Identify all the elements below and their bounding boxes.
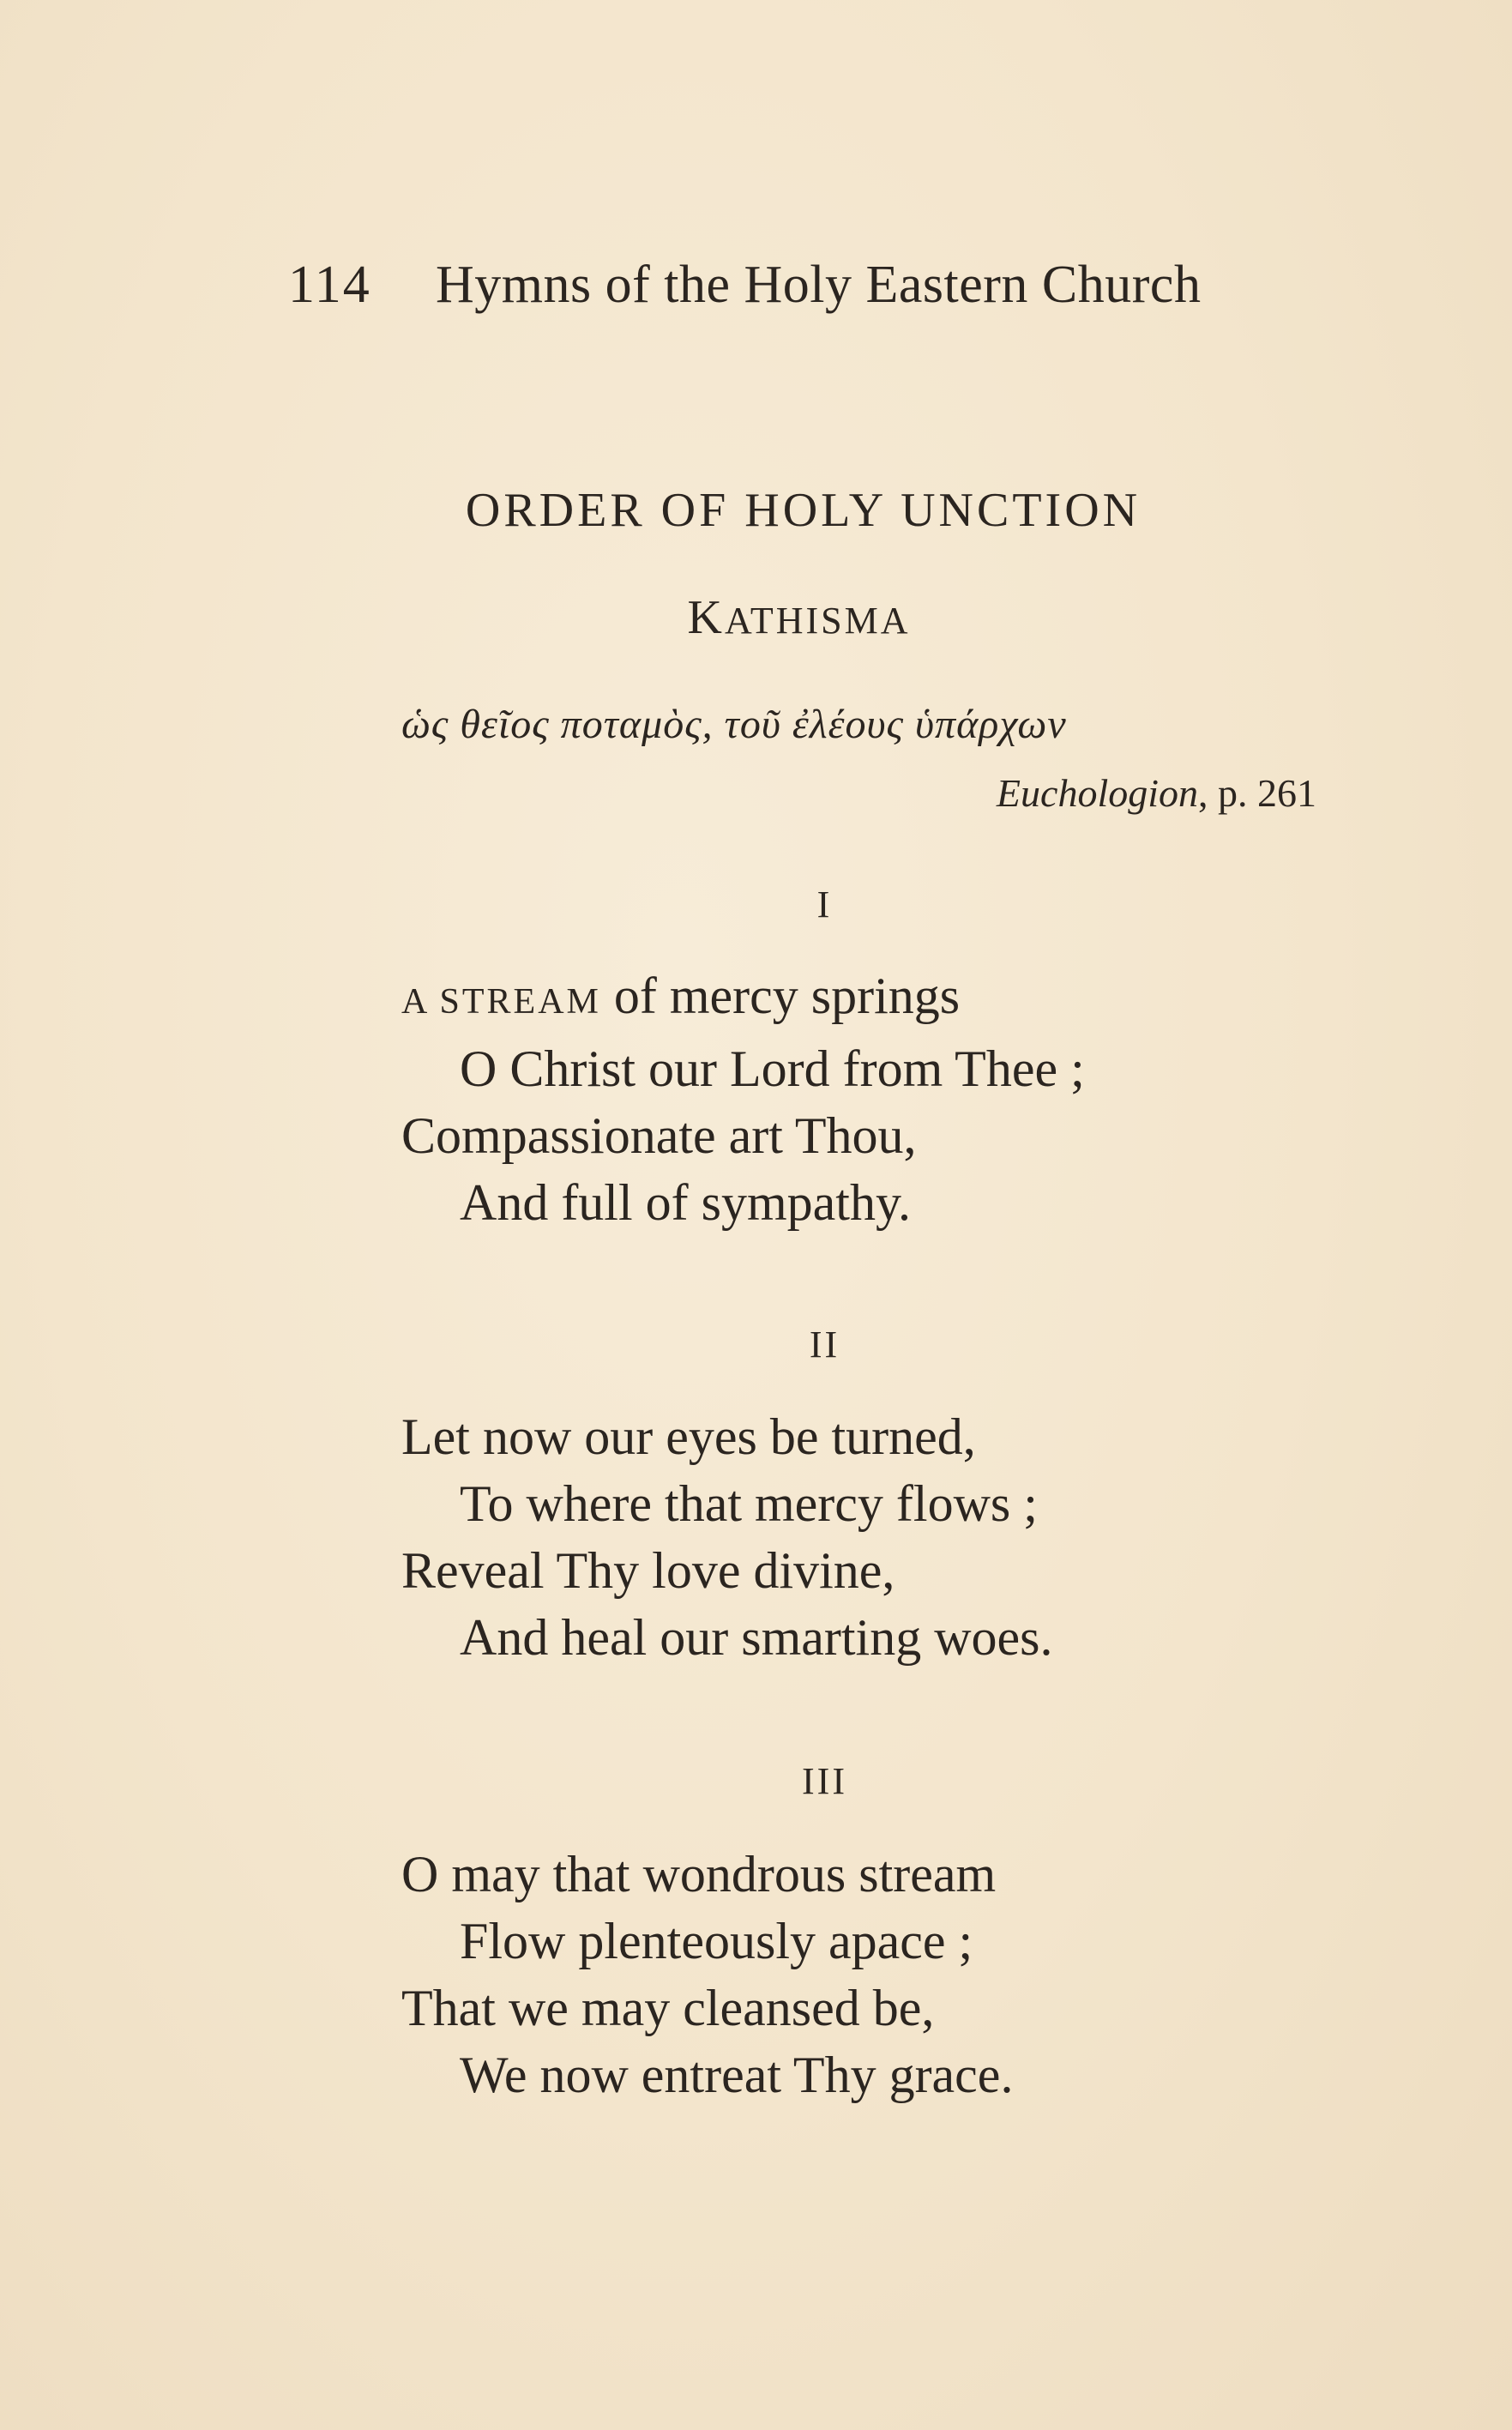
page-number: 114 xyxy=(288,256,371,314)
stanza xyxy=(401,962,1085,1236)
verse-opening-rest: of mercy springs xyxy=(600,968,961,1024)
source-page: , p. 261 xyxy=(1198,771,1316,815)
verse-line: Flow plenteously apace ; xyxy=(460,1913,973,1969)
verse-line: O Christ our Lord from Thee ; xyxy=(460,1040,1085,1097)
stanza-number: I xyxy=(816,883,833,926)
verse-line: And full of sympathy. xyxy=(460,1174,912,1231)
epigraph-source xyxy=(997,763,1316,823)
hymn-title-rest: ATHISMA xyxy=(724,600,911,642)
verse-line: To where that mercy flows ; xyxy=(460,1475,1038,1532)
greek-epigraph: ὡς θεῖος ποταμὸς, τοῦ ἐλέους ὑπάρχων xyxy=(401,702,1067,747)
verse-opening-smallcaps: A STREAM xyxy=(401,982,601,1022)
hymn-title xyxy=(0,588,1512,651)
running-title: Hymns of the Holy Eastern Church xyxy=(436,256,1202,314)
section-title: ORDER OF HOLY UNCTION xyxy=(465,484,1142,537)
verse-line: And heal our smarting woes. xyxy=(460,1609,1053,1666)
verse-line xyxy=(401,962,1085,1035)
source-title: Euchologion xyxy=(996,771,1198,815)
verse-line: O may that wondrous stream xyxy=(401,1846,997,1902)
hymn-title-initial: K xyxy=(687,591,725,644)
verse-line: We now entreat Thy grace. xyxy=(460,2047,1014,2103)
running-head xyxy=(288,250,1326,319)
stanza-number: II xyxy=(809,1324,840,1366)
stanza xyxy=(401,1403,1053,1671)
stanza-number: III xyxy=(802,1760,847,1802)
verse-line: Compassionate art Thou, xyxy=(401,1107,917,1164)
verse-line: Let now our eyes be turned, xyxy=(401,1408,976,1465)
verse-line: That we may cleansed be, xyxy=(401,1980,935,2036)
stanza xyxy=(401,1841,1013,2108)
verse-line: Reveal Thy love divine, xyxy=(401,1542,895,1599)
